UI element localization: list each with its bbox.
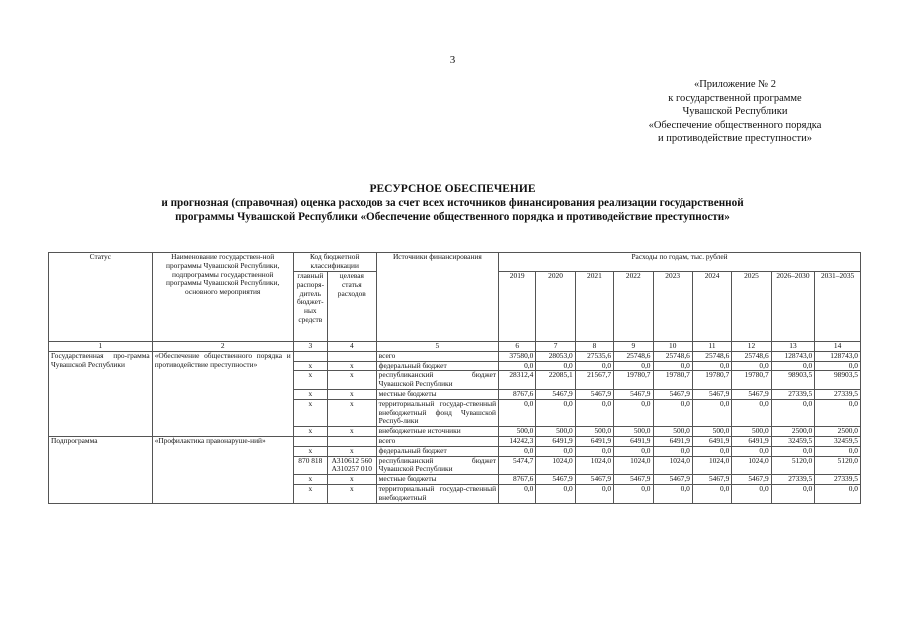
value-cell: 0,0 (771, 399, 815, 426)
value-cell: 0,0 (692, 361, 731, 371)
value-cell: 28053,0 (536, 351, 575, 361)
header-year: 2020 (536, 272, 575, 342)
value-cell: 28312,4 (499, 371, 536, 390)
value-cell: 25748,6 (692, 351, 731, 361)
value-cell: 6491,9 (653, 436, 692, 446)
value-cell: 0,0 (815, 484, 861, 503)
appendix-block (575, 78, 895, 146)
value-cell: 0,0 (614, 446, 653, 456)
header-year: 2026–2030 (771, 272, 815, 342)
value-cell: 5467,9 (653, 389, 692, 399)
value-cell: 0,0 (499, 361, 536, 371)
main-manager-cell (293, 351, 327, 361)
value-cell: 0,0 (815, 361, 861, 371)
target-item-cell (327, 351, 376, 361)
value-cell: 2500,0 (771, 427, 815, 437)
value-cell: 1024,0 (653, 456, 692, 475)
value-cell: 0,0 (692, 484, 731, 503)
value-cell: 5467,9 (692, 389, 731, 399)
value-cell: 0,0 (732, 446, 771, 456)
title-line: и прогнозная (справочная) оценка расходов за счет всех источников финансирования реализации государственной (161, 197, 744, 209)
source-cell: федеральный бюджет (376, 361, 498, 371)
source-cell: федеральный бюджет (376, 446, 498, 456)
table-row (49, 351, 861, 361)
value-cell: 1024,0 (536, 456, 575, 475)
column-number: 8 (575, 342, 613, 352)
header-status: Статус (49, 253, 153, 342)
page-number: 3 (449, 54, 456, 66)
value-cell: 19780,7 (732, 371, 771, 390)
main-manager-cell: х (293, 446, 327, 456)
target-item-cell: х (327, 361, 376, 371)
value-cell: 25748,6 (614, 351, 653, 361)
header-year: 2022 (614, 272, 653, 342)
value-cell: 5474,7 (499, 456, 536, 475)
header-expenses: Расходы по годам, тыс. рублей (499, 253, 861, 272)
main-manager-cell (293, 436, 327, 446)
value-cell: 0,0 (575, 446, 613, 456)
value-cell: 0,0 (614, 361, 653, 371)
target-item-cell (327, 436, 376, 446)
value-cell: 27339,5 (771, 389, 815, 399)
title-line: РЕСУРСНОЕ ОБЕСПЕЧЕНИЕ (369, 183, 536, 195)
value-cell: 27535,6 (575, 351, 613, 361)
header-year: 2019 (499, 272, 536, 342)
value-cell: 5467,9 (575, 475, 613, 485)
value-cell: 0,0 (499, 446, 536, 456)
value-cell: 14242,3 (499, 436, 536, 446)
header-year: 2025 (732, 272, 771, 342)
column-number: 5 (376, 342, 498, 352)
value-cell: 0,0 (499, 399, 536, 426)
value-cell: 8767,6 (499, 475, 536, 485)
value-cell: 27339,5 (815, 475, 861, 485)
value-cell: 0,0 (692, 446, 731, 456)
main-manager-cell: 870 818 (293, 456, 327, 475)
value-cell: 6491,9 (692, 436, 731, 446)
value-cell: 5120,0 (771, 456, 815, 475)
value-cell: 5467,9 (732, 475, 771, 485)
header-year: 2024 (692, 272, 731, 342)
value-cell: 0,0 (614, 399, 653, 426)
value-cell: 6491,9 (575, 436, 613, 446)
value-cell: 128743,0 (771, 351, 815, 361)
value-cell: 19780,7 (653, 371, 692, 390)
target-item-cell: х (327, 475, 376, 485)
value-cell: 0,0 (653, 361, 692, 371)
value-cell: 500,0 (692, 427, 731, 437)
value-cell: 0,0 (614, 484, 653, 503)
column-number: 13 (771, 342, 815, 352)
source-cell: республиканский бюджет Чувашской Республики (376, 456, 498, 475)
target-item-cell: А310612 560 А310257 010 (327, 456, 376, 475)
value-cell: 0,0 (653, 484, 692, 503)
value-cell: 500,0 (499, 427, 536, 437)
value-cell: 0,0 (815, 399, 861, 426)
title-line: программы Чувашской Республики «Обеспечение общественного порядка и противодействие преступности» (175, 211, 730, 223)
main-manager-cell: х (293, 427, 327, 437)
source-cell: местные бюджеты (376, 389, 498, 399)
column-number: 10 (653, 342, 692, 352)
value-cell: 0,0 (732, 361, 771, 371)
value-cell: 25748,6 (732, 351, 771, 361)
value-cell: 5467,9 (536, 475, 575, 485)
value-cell: 98903,5 (771, 371, 815, 390)
value-cell: 5467,9 (692, 475, 731, 485)
target-item-cell: х (327, 389, 376, 399)
column-number: 3 (293, 342, 327, 352)
value-cell: 0,0 (536, 446, 575, 456)
value-cell: 6491,9 (536, 436, 575, 446)
target-item-cell: х (327, 446, 376, 456)
value-cell: 1024,0 (692, 456, 731, 475)
value-cell: 5467,9 (732, 389, 771, 399)
column-number: 7 (536, 342, 575, 352)
column-number-row (49, 342, 861, 352)
value-cell: 5467,9 (653, 475, 692, 485)
main-manager-cell: х (293, 399, 327, 426)
source-cell: республиканский бюджет Чувашской Республики (376, 371, 498, 390)
value-cell: 21567,7 (575, 371, 613, 390)
document-title (40, 182, 865, 224)
value-cell: 0,0 (575, 399, 613, 426)
value-cell: 8767,6 (499, 389, 536, 399)
appendix-line: и противодействие преступности» (657, 133, 813, 145)
target-item-cell: х (327, 371, 376, 390)
column-number: 9 (614, 342, 653, 352)
source-cell: всего (376, 436, 498, 446)
source-cell: территориальный государ-ственный внебюджетный фонд Чувашской Респуб-лики (376, 399, 498, 426)
value-cell: 5120,0 (815, 456, 861, 475)
value-cell: 500,0 (575, 427, 613, 437)
table-body (49, 351, 861, 503)
resource-table (48, 252, 861, 504)
appendix-line: «Приложение № 2 (693, 79, 777, 90)
column-number: 14 (815, 342, 861, 352)
program-name-cell: «Обеспечение общественного порядка и противодействие преступности» (152, 351, 293, 436)
appendix-line: Чувашской Республики (682, 106, 788, 118)
appendix-line: к государственной программе (668, 92, 802, 104)
value-cell: 6491,9 (732, 436, 771, 446)
header-year: 2023 (653, 272, 692, 342)
column-number: 12 (732, 342, 771, 352)
target-item-cell: х (327, 484, 376, 503)
value-cell: 0,0 (653, 446, 692, 456)
main-manager-cell: х (293, 389, 327, 399)
value-cell: 0,0 (732, 484, 771, 503)
value-cell: 5467,9 (614, 475, 653, 485)
header-budget-code: Код бюджетной классификации (293, 253, 376, 272)
value-cell: 1024,0 (614, 456, 653, 475)
value-cell: 128743,0 (815, 351, 861, 361)
value-cell: 19780,7 (692, 371, 731, 390)
source-cell: местные бюджеты (376, 475, 498, 485)
value-cell: 1024,0 (575, 456, 613, 475)
main-manager-cell: х (293, 361, 327, 371)
target-item-cell: х (327, 399, 376, 426)
value-cell: 0,0 (815, 446, 861, 456)
value-cell: 1024,0 (732, 456, 771, 475)
value-cell: 27339,5 (815, 389, 861, 399)
header-sources: Источники финансирования (376, 253, 498, 342)
appendix-line: «Обеспечение общественного порядка (648, 119, 822, 131)
header-main-manager: главный распоря-дитель бюджет-ных средств (293, 272, 327, 342)
value-cell: 32459,5 (771, 436, 815, 446)
value-cell: 0,0 (771, 361, 815, 371)
target-item-cell: х (327, 427, 376, 437)
main-manager-cell: х (293, 484, 327, 503)
program-name-cell: «Профилактика правонаруше-ний» (152, 436, 293, 503)
value-cell: 98903,5 (815, 371, 861, 390)
value-cell: 0,0 (499, 484, 536, 503)
value-cell: 500,0 (614, 427, 653, 437)
value-cell: 0,0 (575, 484, 613, 503)
header-target-item: целевая статья расходов (327, 272, 376, 342)
source-cell: внебюджетные источники (376, 427, 498, 437)
source-cell: всего (376, 351, 498, 361)
value-cell: 0,0 (732, 399, 771, 426)
value-cell: 0,0 (653, 399, 692, 426)
column-number: 4 (327, 342, 376, 352)
header-year: 2021 (575, 272, 613, 342)
column-number: 1 (49, 342, 153, 352)
header-name: Наименование государствен-ной программы Чувашской Республики, подпрограммы государственной программы Чувашской Республики, основного мероприятия (152, 253, 293, 342)
value-cell: 25748,6 (653, 351, 692, 361)
value-cell: 0,0 (692, 399, 731, 426)
value-cell: 0,0 (536, 399, 575, 426)
value-cell: 0,0 (536, 484, 575, 503)
main-manager-cell: х (293, 475, 327, 485)
table-row (49, 436, 861, 446)
value-cell: 500,0 (536, 427, 575, 437)
status-cell: Государственная про-грамма Чувашской Республики (49, 351, 153, 436)
value-cell: 0,0 (536, 361, 575, 371)
status-cell: Подпрограмма (49, 436, 153, 503)
column-number: 2 (152, 342, 293, 352)
value-cell: 27339,5 (771, 475, 815, 485)
value-cell: 5467,9 (536, 389, 575, 399)
column-number: 11 (692, 342, 731, 352)
value-cell: 500,0 (732, 427, 771, 437)
value-cell: 5467,9 (575, 389, 613, 399)
value-cell: 32459,5 (815, 436, 861, 446)
value-cell: 0,0 (575, 361, 613, 371)
value-cell: 37580,0 (499, 351, 536, 361)
value-cell: 500,0 (653, 427, 692, 437)
header-year: 2031–2035 (815, 272, 861, 342)
column-number: 6 (499, 342, 536, 352)
value-cell: 6491,9 (614, 436, 653, 446)
source-cell: территориальный государ-ственный внебюджетный (376, 484, 498, 503)
value-cell: 2500,0 (815, 427, 861, 437)
value-cell: 22085,1 (536, 371, 575, 390)
value-cell: 19780,7 (614, 371, 653, 390)
main-manager-cell: х (293, 371, 327, 390)
value-cell: 5467,9 (614, 389, 653, 399)
value-cell: 0,0 (771, 446, 815, 456)
value-cell: 0,0 (771, 484, 815, 503)
